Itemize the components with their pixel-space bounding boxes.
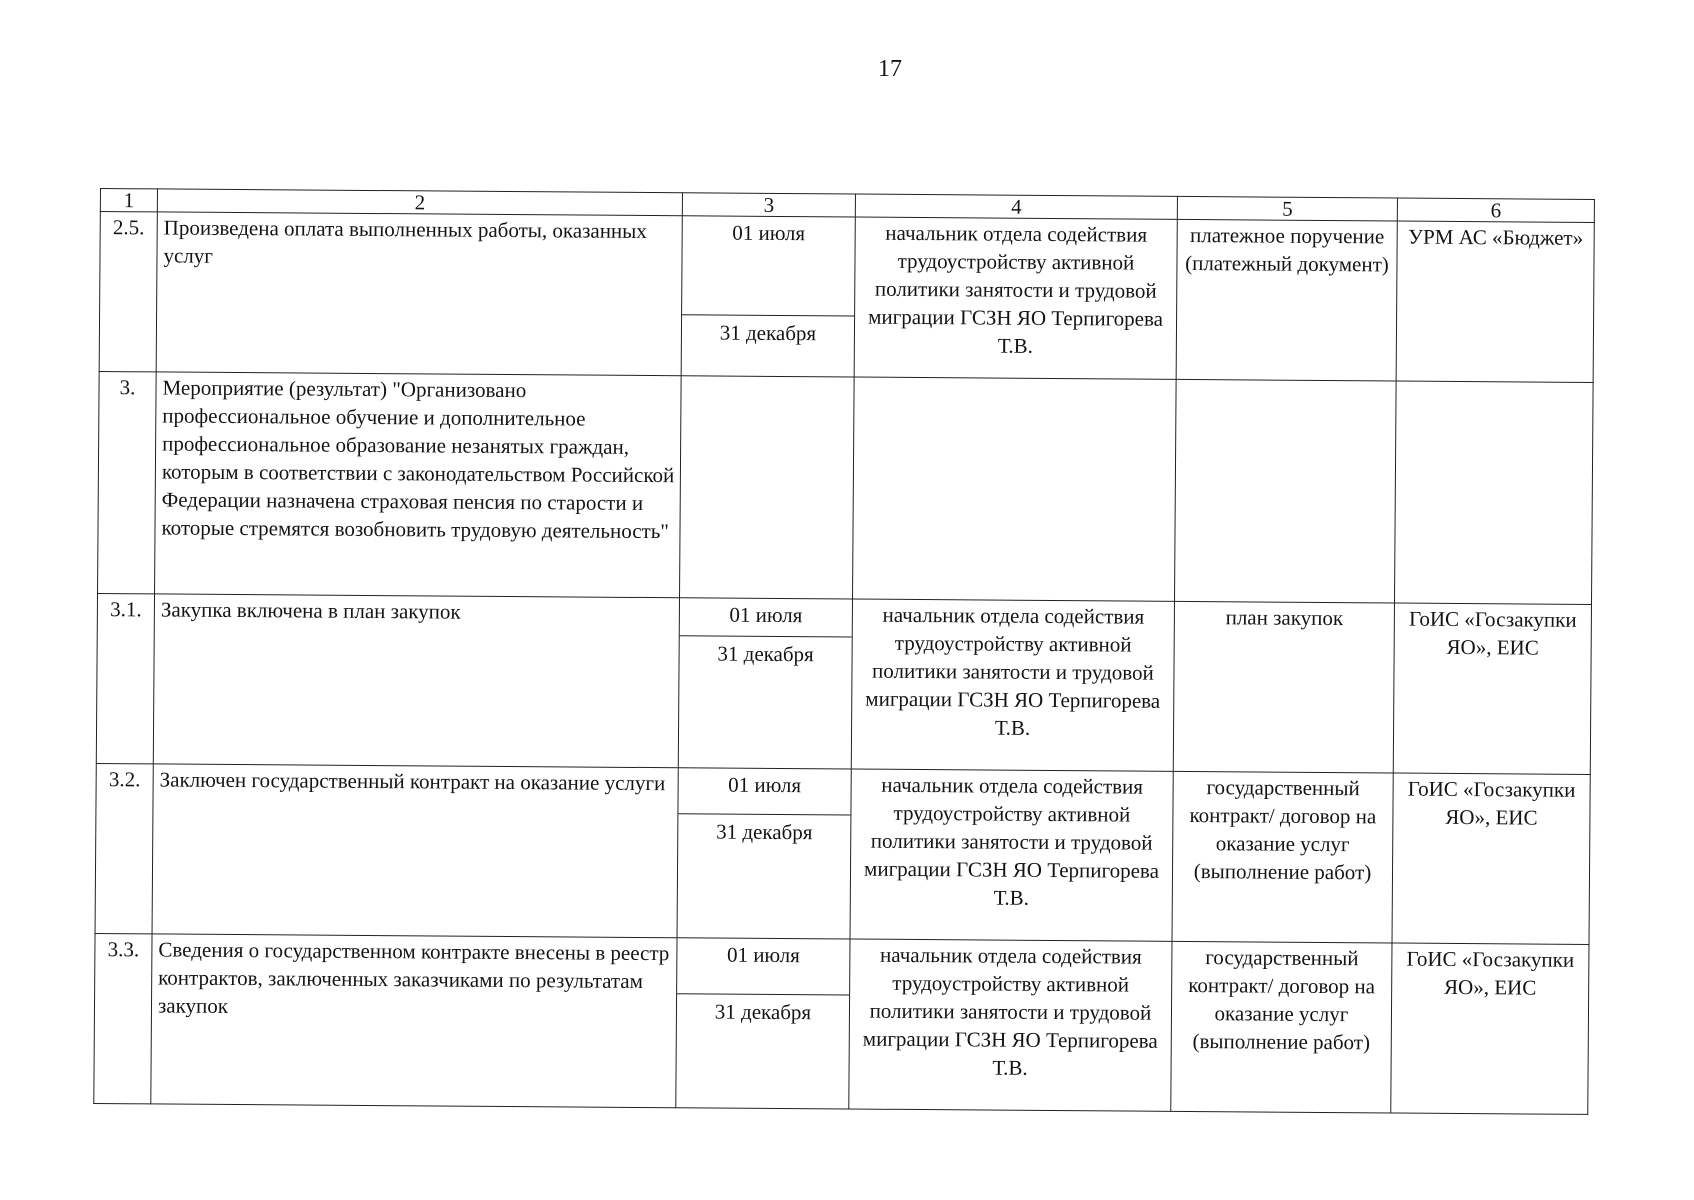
table-row <box>96 593 1591 774</box>
row-system: УРМ АС «Бюджет» <box>1396 221 1594 382</box>
row-document: план закупок <box>1173 601 1394 773</box>
row-number: 3.1. <box>96 593 154 763</box>
table-row <box>98 371 1594 604</box>
row-dates <box>677 768 851 939</box>
row-responsible: начальник отдела содействия трудоустройству активной политики занятости и трудовой миграции ГСЗН ЯО Терпигорева Т.В. <box>850 769 1173 941</box>
column-number: 1 <box>100 189 157 212</box>
row-description: Мероприятие (результат) "Организовано профессиональное обучение и дополнительное профессиональное образование незанятых граждан, которым в соответствии с законодательством Российской Федерации назначена страховая пенсия по старости и которые стремятся возобновить трудовую деятельность" <box>155 372 682 598</box>
page-number: 17 <box>878 56 902 82</box>
row-dates <box>678 598 852 769</box>
row-responsible: начальник отдела содействия трудоустройству активной политики занятости и трудовой миграции ГСЗН ЯО Терпигорева Т.В. <box>849 939 1172 1111</box>
row-document: платежное поручение (платежный документ) <box>1176 219 1397 381</box>
row-document <box>1174 379 1396 603</box>
row-system: ГоИС «Госзакупки ЯО», ЕИС <box>1393 603 1591 774</box>
column-number: 4 <box>855 194 1177 219</box>
row-dates <box>676 938 850 1109</box>
row-dates <box>680 376 855 599</box>
column-number: 3 <box>682 193 855 217</box>
row-responsible: начальник отдела содействия трудоустройству активной политики занятости и трудовой миграции ГСЗН ЯО Терпигорева Т.В. <box>854 217 1177 379</box>
row-system: ГоИС «Госзакупки ЯО», ЕИС <box>1391 943 1589 1114</box>
row-number: 3.2. <box>95 763 153 933</box>
table-row <box>94 933 1589 1114</box>
row-description: Закупка включена в план закупок <box>153 594 679 768</box>
row-description: Произведена оплата выполненных работы, оказанных услуг <box>156 212 682 376</box>
date-end: 31 декабря <box>719 320 817 346</box>
row-description: Заключен государственный контракт на оказание услуги <box>152 764 678 938</box>
row-dates <box>681 216 855 377</box>
row-system: ГоИС «Госзакупки ЯО», ЕИС <box>1392 773 1590 944</box>
row-number: 3. <box>98 371 157 593</box>
plan-table <box>93 188 1595 1115</box>
date-end: 31 декабря <box>717 641 814 667</box>
date-start: 01 июля <box>682 216 855 316</box>
date-end: 31 декабря <box>716 819 813 845</box>
column-number: 5 <box>1177 196 1397 221</box>
table-row <box>95 763 1590 944</box>
row-number: 3.3. <box>94 933 152 1103</box>
table-row <box>99 212 1594 383</box>
date-start: 01 июля <box>680 598 852 637</box>
row-number: 2.5. <box>99 212 157 372</box>
row-description: Сведения о государственном контракте внесены в реестр контрактов, заключенных заказчиками по результатам закупок <box>151 934 677 1108</box>
column-number: 6 <box>1397 198 1594 222</box>
date-start: 01 июля <box>677 938 849 995</box>
column-number: 2 <box>157 189 682 216</box>
date-start: 01 июля <box>678 768 850 815</box>
date-end: 31 декабря <box>714 999 812 1025</box>
row-document: государственный контракт/ договор на оказание услуг (выполнение работ) <box>1171 941 1392 1113</box>
row-responsible <box>853 377 1177 601</box>
row-document: государственный контракт/ договор на оказание услуг (выполнение работ) <box>1172 771 1393 943</box>
row-responsible: начальник отдела содействия трудоустройству активной политики занятости и трудовой миграции ГСЗН ЯО Терпигорева Т.В. <box>851 599 1174 771</box>
row-system <box>1394 381 1593 604</box>
